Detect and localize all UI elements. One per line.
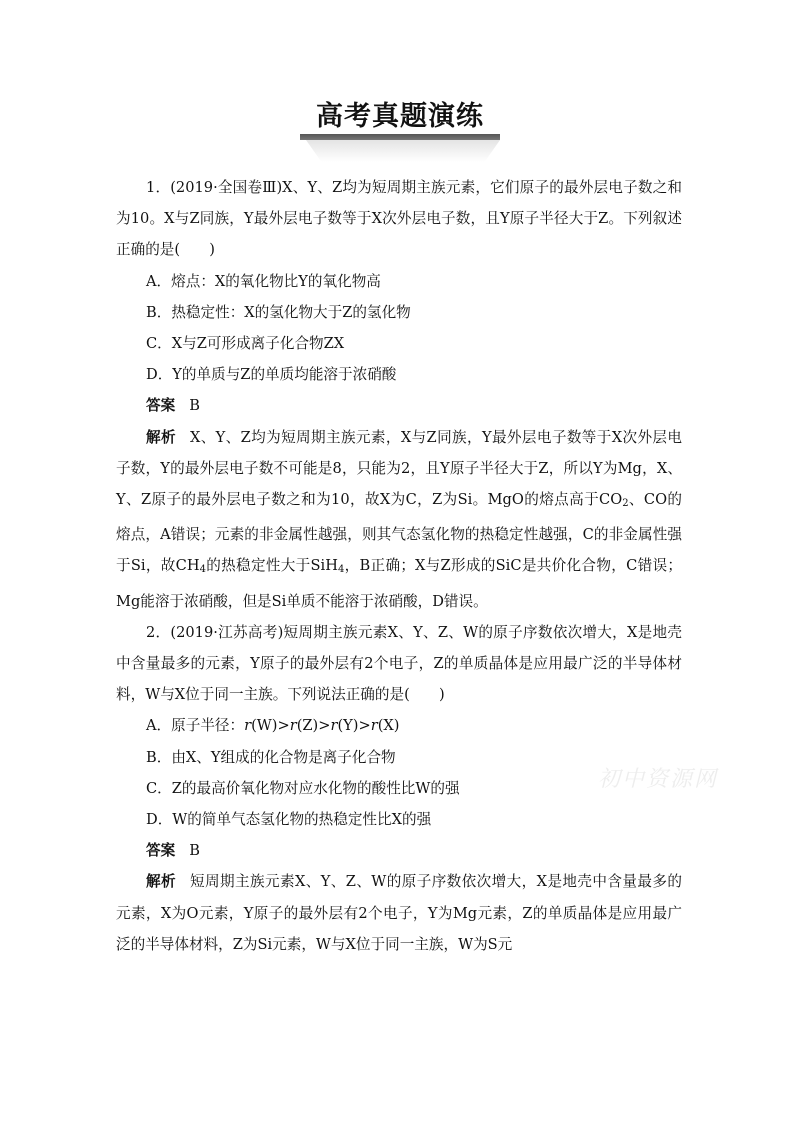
answer-value: B: [189, 842, 200, 860]
question-list: [116, 172, 682, 960]
question-2-option-a: [116, 710, 682, 741]
question-2-option-d: D．W的简单气态氢化物的热稳定性比X的强: [146, 811, 432, 829]
option-text: (Y)>: [337, 717, 371, 735]
analysis-text: 、CO的熔点，A错误；元素的非金属性越强，则其气态氢化物的热稳定性越强，C的非金属性强于Si，故CH: [116, 491, 682, 575]
section-header: [300, 86, 500, 166]
question-1-analysis: [116, 422, 682, 617]
watermark: 初中资源网: [598, 767, 719, 792]
radius-symbol: r: [289, 717, 297, 735]
question-2-answer: [116, 835, 682, 866]
question-2-analysis: [116, 866, 682, 960]
answer-label: 答案: [146, 842, 176, 860]
option-text: A．原子半径：: [146, 717, 245, 735]
question-1-option-d: D．Y的单质与Z的单质均能溶于浓硝酸: [146, 366, 397, 384]
subscript: 2: [622, 498, 629, 510]
radius-symbol: r: [330, 717, 338, 735]
answer-value: B: [189, 397, 200, 415]
question-2-option-c: C．Z的最高价氧化物对应水化物的酸性比W的强: [146, 779, 460, 797]
analysis-text: 的热稳定性大于SiH: [205, 557, 338, 575]
analysis-label: 解析: [146, 873, 176, 891]
question-1-option-a: A．熔点：X的氧化物比Y的氧化物高: [146, 272, 381, 290]
radius-symbol: r: [370, 717, 378, 735]
question-2-stem: 2．(2019·江苏高考)短周期主族元素X、Y、Z、W的原子序数依次增大，X是地壳中含量最多的元素，Y原子的最外层有2个电子，Z的单质晶体是应用最广泛的半导体材料，W与X位于同一主族。下列说法正确的是( ): [116, 623, 682, 704]
answer-label: 答案: [146, 397, 176, 415]
question-2-option-b: B．由X、Y组成的化合物是离子化合物: [146, 748, 396, 766]
title-shadow-decoration: [306, 140, 500, 162]
subscript: 4: [199, 564, 206, 576]
radius-symbol: r: [244, 717, 252, 735]
analysis-text: ，B正确；X与Z形成的SiC是共价化合物，C错误；Mg能溶于浓硝酸，但是Si单质不能溶于浓硝酸，D错误。: [116, 557, 682, 610]
question-1-option-c: C．X与Z可形成离子化合物ZX: [146, 335, 345, 353]
question-1-stem: 1．(2019·全国卷Ⅲ)X、Y、Z均为短周期主族元素，它们原子的最外层电子数之和为10。X与Z同族，Y最外层电子数等于X次外层电子数，且Y原子半径大于Z。下列叙述正确的是( ): [116, 179, 682, 259]
option-text: (W)>: [251, 717, 290, 735]
title-underline-bar: [300, 134, 500, 140]
subscript: 4: [337, 564, 345, 576]
question-1-option-b: B．热稳定性：X的氢化物大于Z的氢化物: [146, 303, 411, 321]
option-text: (Z)>: [296, 717, 331, 735]
analysis-text: 短周期主族元素X、Y、Z、W的原子序数依次增大，X是地壳中含量最多的元素，X为O元素，Y原子的最外层有2个电子，Y为Mg元素，Z的单质晶体是应用最广泛的半导体材料，Z为Si元素，W与X位于同一主族，W为S元: [116, 873, 682, 953]
analysis-text: X、Y、Z均为短周期主族元素，X与Z同族，Y最外层电子数等于X次外层电子数，Y的最外层电子数不可能是8，只能为2，且Y原子半径大于Z，所以Y为Mg，X、Y、Z原子的最外层电子数之和为10，故X为C，Z为Si。MgO的熔点高于CO: [116, 428, 682, 509]
question-1-answer: [116, 390, 682, 421]
page-title: 高考真题演练: [316, 101, 484, 132]
analysis-label: 解析: [146, 428, 176, 446]
option-text: (X): [377, 717, 400, 735]
